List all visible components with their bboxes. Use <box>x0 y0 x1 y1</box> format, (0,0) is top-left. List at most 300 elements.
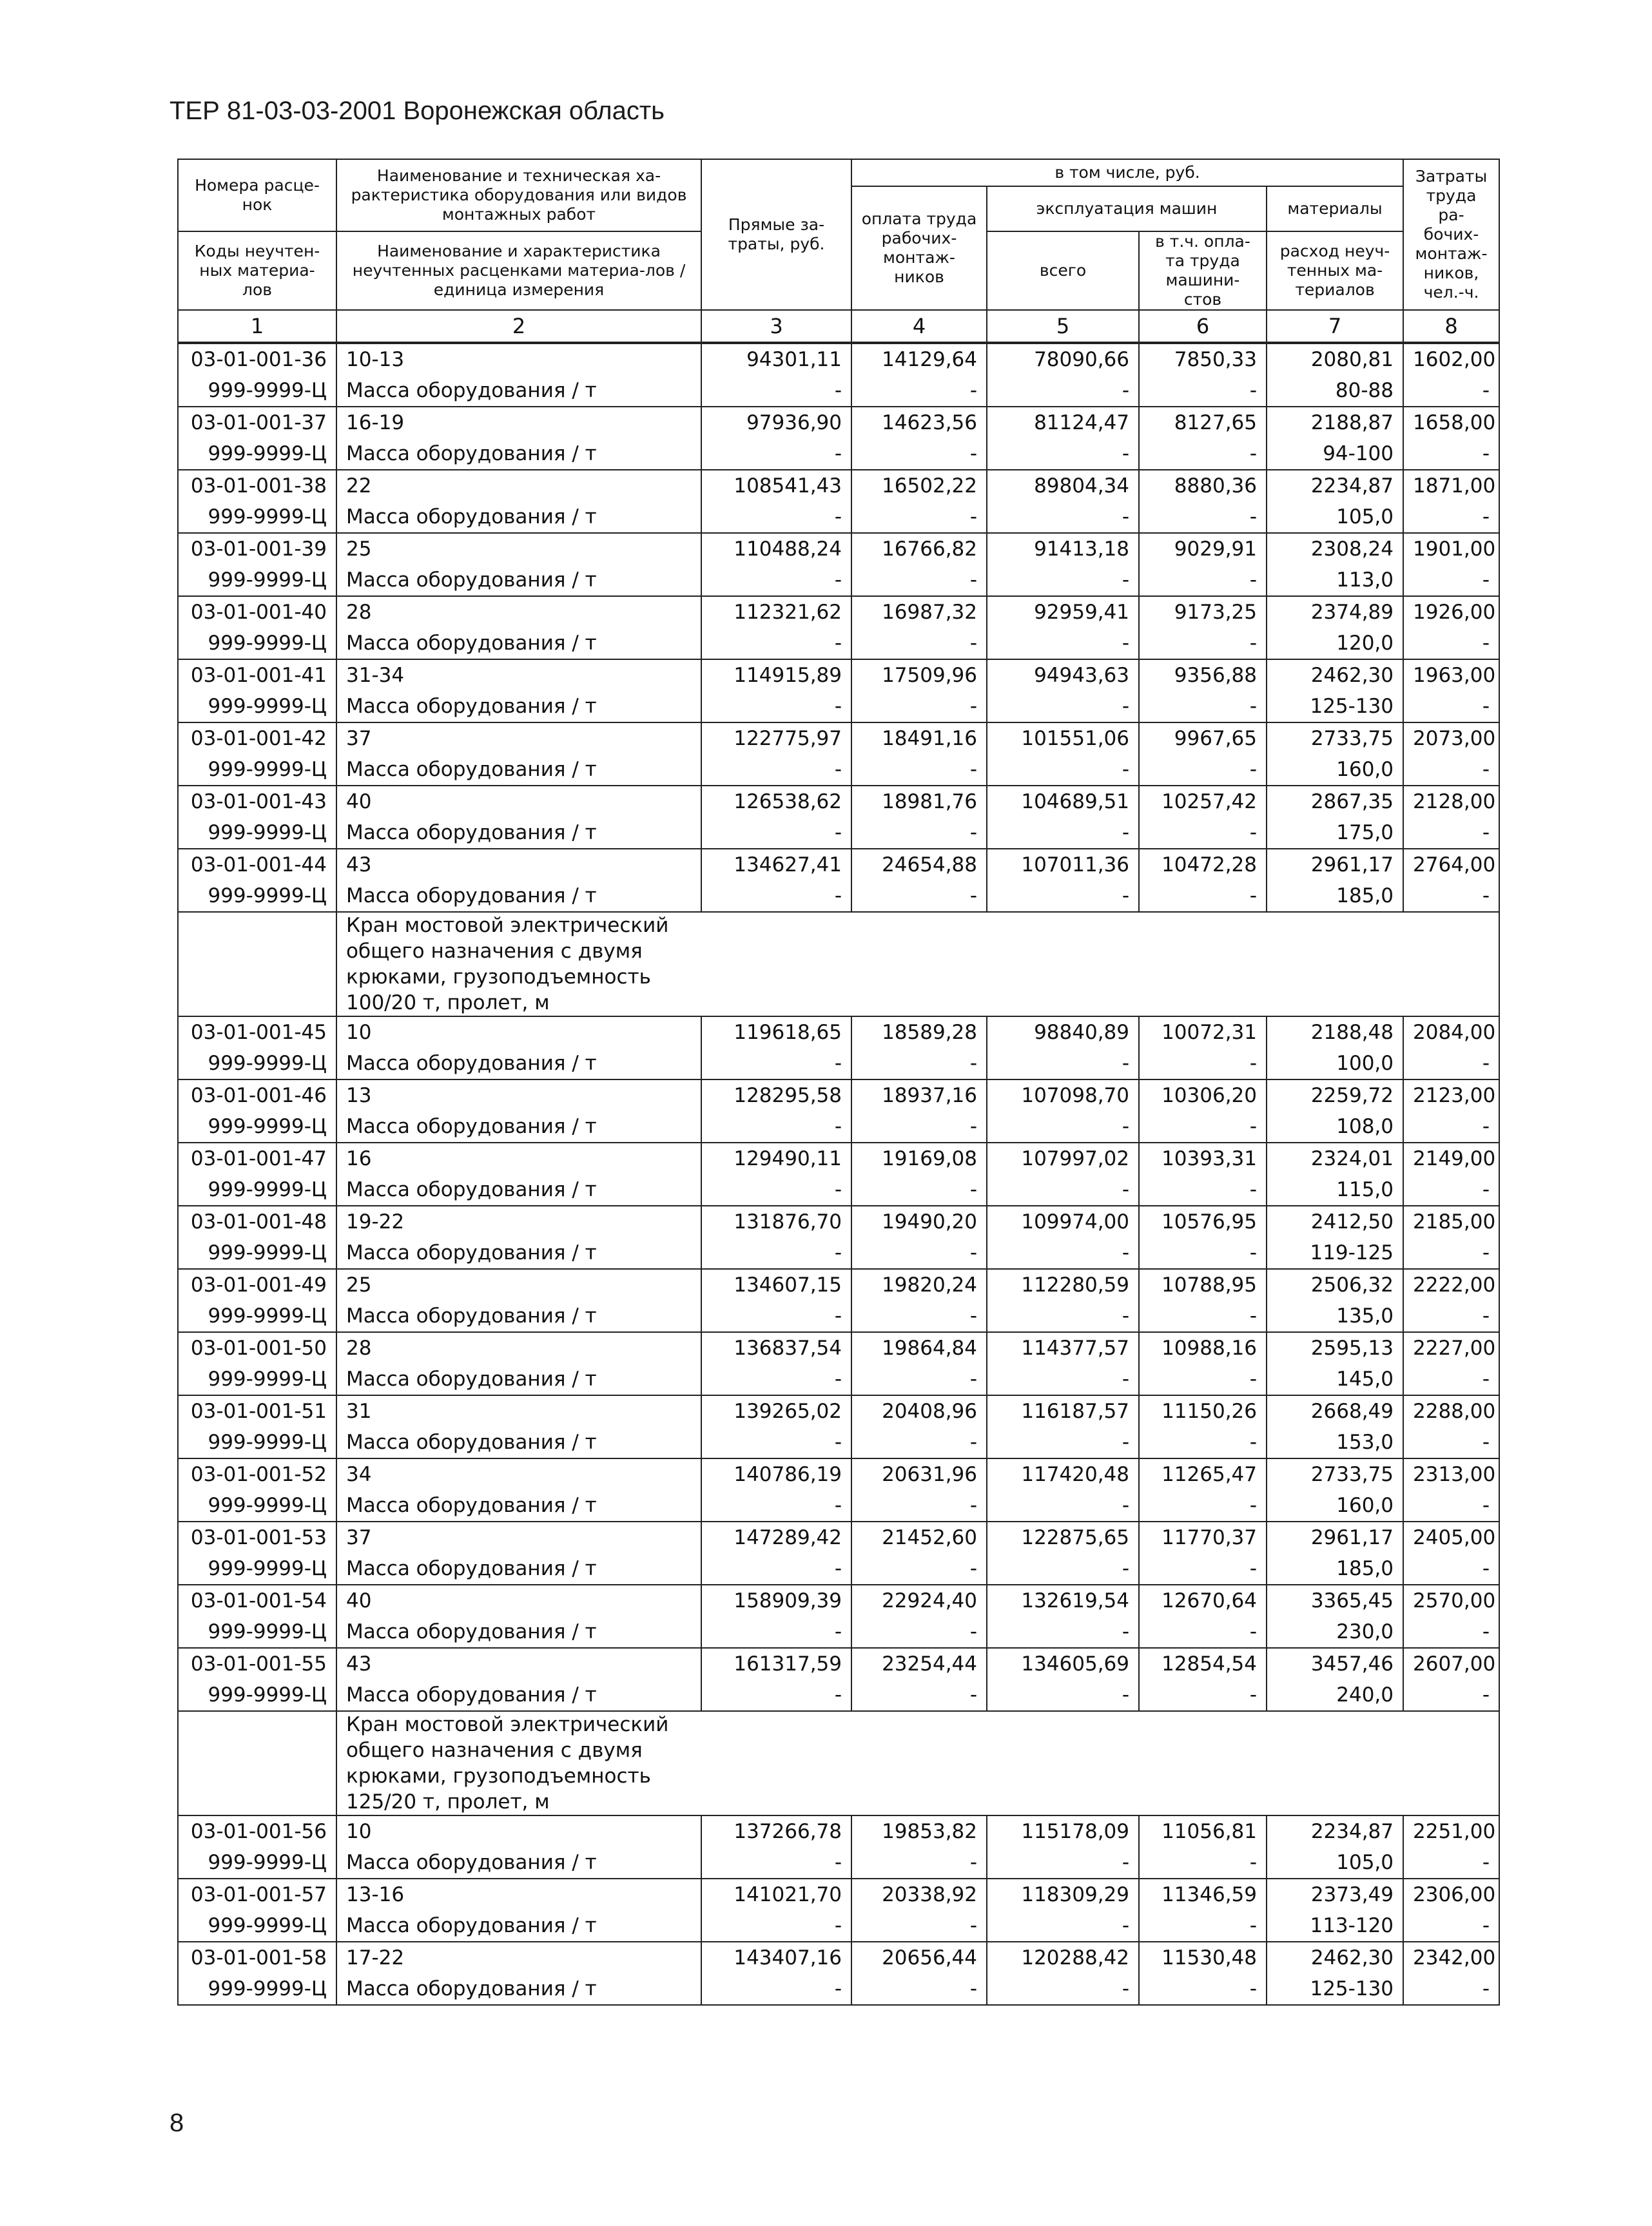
empty-value: - <box>701 1427 851 1458</box>
empty-value: - <box>851 691 987 722</box>
column-number: 4 <box>851 310 987 343</box>
worker-pay: 19864,84 <box>851 1332 987 1364</box>
material-row <box>178 1910 1499 1942</box>
rate-code: 03-01-001-55 <box>178 1648 336 1679</box>
empty-value: - <box>987 1847 1139 1879</box>
machinist-pay: 9356,88 <box>1139 659 1267 691</box>
column-number: 3 <box>701 310 851 343</box>
labor-hours: 2342,00 <box>1403 1942 1499 1973</box>
empty-value: - <box>851 1237 987 1269</box>
machines-total: 104689,51 <box>987 786 1139 817</box>
materials-cost: 2308,24 <box>1267 533 1403 565</box>
empty-value: - <box>851 1490 987 1522</box>
material-row <box>178 1490 1499 1522</box>
empty-value: - <box>1403 1847 1499 1879</box>
empty-value: - <box>851 1616 987 1648</box>
rate-name: 34 <box>336 1458 701 1490</box>
material-name: Масса оборудования / т <box>336 1111 701 1143</box>
empty-value: - <box>1403 1048 1499 1079</box>
rate-code: 03-01-001-38 <box>178 470 336 501</box>
empty-value: - <box>987 1616 1139 1648</box>
section-title-line: крюками, грузоподъемность <box>346 1765 651 1788</box>
rate-code: 03-01-001-50 <box>178 1332 336 1364</box>
material-code: 999-9999-Ц <box>178 754 336 786</box>
material-name: Масса оборудования / т <box>336 1237 701 1269</box>
machinist-pay: 10576,95 <box>1139 1206 1267 1237</box>
rate-name: 40 <box>336 786 701 817</box>
empty-value: - <box>701 1847 851 1879</box>
material-code: 999-9999-Ц <box>178 1616 336 1648</box>
material-name: Масса оборудования / т <box>336 1679 701 1711</box>
empty-value: - <box>1403 1490 1499 1522</box>
material-name: Масса оборудования / т <box>336 817 701 849</box>
labor-hours: 2073,00 <box>1403 722 1499 754</box>
rate-row <box>178 343 1499 375</box>
material-consumption: 94-100 <box>1267 438 1403 470</box>
header-direct-costs: Прямые за-траты, руб. <box>701 159 851 310</box>
empty-value: - <box>987 1301 1139 1332</box>
labor-hours: 2251,00 <box>1403 1815 1499 1847</box>
rate-name: 19-22 <box>336 1206 701 1237</box>
machines-total: 120288,42 <box>987 1942 1139 1973</box>
rate-name: 22 <box>336 470 701 501</box>
header-machine-operation: эксплуатация машин <box>987 186 1267 231</box>
material-row <box>178 1237 1499 1269</box>
material-row <box>178 1048 1499 1079</box>
material-consumption: 100,0 <box>1267 1048 1403 1079</box>
material-code: 999-9999-Ц <box>178 501 336 533</box>
material-row <box>178 817 1499 849</box>
rate-name: 37 <box>336 1522 701 1553</box>
material-name: Масса оборудования / т <box>336 1616 701 1648</box>
material-consumption: 125-130 <box>1267 1973 1403 2005</box>
header-machinist-pay: в т.ч. опла-та труда машини-стов <box>1139 231 1267 310</box>
machines-total: 94943,63 <box>987 659 1139 691</box>
machines-total: 107997,02 <box>987 1143 1139 1174</box>
machines-total: 122875,65 <box>987 1522 1139 1553</box>
section-title-line: общего назначения с двумя <box>346 1739 643 1762</box>
machinist-pay: 8127,65 <box>1139 407 1267 438</box>
empty-value: - <box>987 1364 1139 1395</box>
rate-code: 03-01-001-36 <box>178 343 336 375</box>
material-code: 999-9999-Ц <box>178 1553 336 1585</box>
empty-value: - <box>1139 1237 1267 1269</box>
machines-total: 115178,09 <box>987 1815 1139 1847</box>
empty-value: - <box>701 1616 851 1648</box>
rate-row <box>178 722 1499 754</box>
materials-cost: 2373,49 <box>1267 1879 1403 1910</box>
worker-pay: 19169,08 <box>851 1143 987 1174</box>
worker-pay: 19820,24 <box>851 1269 987 1301</box>
empty-value: - <box>1403 1973 1499 2005</box>
empty-value: - <box>1139 628 1267 659</box>
empty-value: - <box>987 375 1139 407</box>
materials-cost: 2733,75 <box>1267 722 1403 754</box>
empty-value: - <box>851 754 987 786</box>
rate-row <box>178 470 1499 501</box>
empty-value: - <box>1403 1301 1499 1332</box>
empty-value: - <box>851 1973 987 2005</box>
rate-row <box>178 407 1499 438</box>
machinist-pay: 11530,48 <box>1139 1942 1267 1973</box>
rate-name: 13-16 <box>336 1879 701 1910</box>
rate-code: 03-01-001-52 <box>178 1458 336 1490</box>
material-consumption: 125-130 <box>1267 691 1403 722</box>
empty-value: - <box>987 1553 1139 1585</box>
material-code: 999-9999-Ц <box>178 1490 336 1522</box>
labor-hours: 2222,00 <box>1403 1269 1499 1301</box>
materials-cost: 2259,72 <box>1267 1079 1403 1111</box>
empty-value: - <box>1403 1364 1499 1395</box>
direct-costs: 143407,16 <box>701 1942 851 1973</box>
empty-value: - <box>701 691 851 722</box>
header-rate-numbers: Номера расце-нок <box>178 159 336 231</box>
material-consumption: 175,0 <box>1267 817 1403 849</box>
empty-value: - <box>701 375 851 407</box>
rate-row <box>178 1206 1499 1237</box>
empty-value: - <box>851 1910 987 1942</box>
direct-costs: 128295,58 <box>701 1079 851 1111</box>
empty-value: - <box>987 1427 1139 1458</box>
section-title-line: крюками, грузоподъемность <box>346 965 651 989</box>
rate-name: 37 <box>336 722 701 754</box>
empty-value: - <box>1139 1174 1267 1206</box>
section-title-line: 100/20 т, пролет, м <box>346 991 550 1014</box>
rate-code: 03-01-001-45 <box>178 1016 336 1048</box>
empty-value: - <box>1139 1111 1267 1143</box>
direct-costs: 97936,90 <box>701 407 851 438</box>
direct-costs: 139265,02 <box>701 1395 851 1427</box>
rate-name: 16-19 <box>336 407 701 438</box>
materials-cost: 2668,49 <box>1267 1395 1403 1427</box>
empty-value: - <box>1403 1679 1499 1711</box>
machines-total: 92959,41 <box>987 596 1139 628</box>
empty-value: - <box>701 1237 851 1269</box>
rate-code: 03-01-001-58 <box>178 1942 336 1973</box>
machinist-pay: 11265,47 <box>1139 1458 1267 1490</box>
material-code: 999-9999-Ц <box>178 691 336 722</box>
machines-total: 107011,36 <box>987 849 1139 880</box>
labor-hours: 1602,00 <box>1403 343 1499 375</box>
empty-value: - <box>1403 438 1499 470</box>
rate-row <box>178 1522 1499 1553</box>
direct-costs: 141021,70 <box>701 1879 851 1910</box>
labor-hours: 2123,00 <box>1403 1079 1499 1111</box>
empty-value: - <box>701 1174 851 1206</box>
section-title-line: Кран мостовой электрический <box>346 1713 669 1736</box>
empty-value: - <box>1139 375 1267 407</box>
rate-name: 28 <box>336 596 701 628</box>
worker-pay: 20338,92 <box>851 1879 987 1910</box>
labor-hours: 2405,00 <box>1403 1522 1499 1553</box>
empty-value: - <box>1403 1553 1499 1585</box>
material-row <box>178 691 1499 722</box>
worker-pay: 22924,40 <box>851 1585 987 1616</box>
machinist-pay: 10072,31 <box>1139 1016 1267 1048</box>
machines-total: 116187,57 <box>987 1395 1139 1427</box>
material-code: 999-9999-Ц <box>178 880 336 912</box>
direct-costs: 114915,89 <box>701 659 851 691</box>
material-row <box>178 1111 1499 1143</box>
worker-pay: 16987,32 <box>851 596 987 628</box>
material-code: 999-9999-Ц <box>178 1364 336 1395</box>
worker-pay: 18589,28 <box>851 1016 987 1048</box>
rate-name: 13 <box>336 1079 701 1111</box>
section-empty-cell <box>178 912 336 1016</box>
rate-code: 03-01-001-49 <box>178 1269 336 1301</box>
direct-costs: 122775,97 <box>701 722 851 754</box>
rate-code: 03-01-001-40 <box>178 596 336 628</box>
material-name: Масса оборудования / т <box>336 1910 701 1942</box>
empty-value: - <box>701 754 851 786</box>
empty-value: - <box>987 1111 1139 1143</box>
materials-cost: 2374,89 <box>1267 596 1403 628</box>
empty-value: - <box>1139 817 1267 849</box>
material-name: Масса оборудования / т <box>336 501 701 533</box>
direct-costs: 129490,11 <box>701 1143 851 1174</box>
labor-hours: 1926,00 <box>1403 596 1499 628</box>
empty-value: - <box>1139 438 1267 470</box>
worker-pay: 21452,60 <box>851 1522 987 1553</box>
direct-costs: 136837,54 <box>701 1332 851 1364</box>
direct-costs: 161317,59 <box>701 1648 851 1679</box>
rate-name: 17-22 <box>336 1942 701 1973</box>
material-consumption: 145,0 <box>1267 1364 1403 1395</box>
empty-value: - <box>701 880 851 912</box>
empty-value: - <box>701 817 851 849</box>
direct-costs: 147289,42 <box>701 1522 851 1553</box>
material-name: Масса оборудования / т <box>336 438 701 470</box>
empty-value: - <box>1403 1616 1499 1648</box>
page-number: 8 <box>170 2109 184 2137</box>
rate-row <box>178 533 1499 565</box>
machines-total: 117420,48 <box>987 1458 1139 1490</box>
rate-name: 28 <box>336 1332 701 1364</box>
rate-row <box>178 849 1499 880</box>
rate-row <box>178 1079 1499 1111</box>
labor-hours: 2288,00 <box>1403 1395 1499 1427</box>
machinist-pay: 10306,20 <box>1139 1079 1267 1111</box>
rate-name: 10 <box>336 1815 701 1847</box>
column-number: 1 <box>178 310 336 343</box>
rate-code: 03-01-001-54 <box>178 1585 336 1616</box>
empty-value: - <box>1403 1910 1499 1942</box>
worker-pay: 17509,96 <box>851 659 987 691</box>
materials-cost: 2188,48 <box>1267 1016 1403 1048</box>
direct-costs: 126538,62 <box>701 786 851 817</box>
direct-costs: 140786,19 <box>701 1458 851 1490</box>
empty-value: - <box>1403 817 1499 849</box>
material-code: 999-9999-Ц <box>178 1679 336 1711</box>
machines-total: 78090,66 <box>987 343 1139 375</box>
empty-value: - <box>701 1973 851 2005</box>
empty-value: - <box>1139 1048 1267 1079</box>
material-consumption: 160,0 <box>1267 754 1403 786</box>
worker-pay: 23254,44 <box>851 1648 987 1679</box>
material-name: Масса оборудования / т <box>336 880 701 912</box>
direct-costs: 119618,65 <box>701 1016 851 1048</box>
material-consumption: 80-88 <box>1267 375 1403 407</box>
empty-value: - <box>851 1174 987 1206</box>
empty-value: - <box>701 1679 851 1711</box>
material-consumption: 185,0 <box>1267 1553 1403 1585</box>
empty-value: - <box>851 880 987 912</box>
empty-value: - <box>701 501 851 533</box>
material-row <box>178 565 1499 596</box>
labor-hours: 1901,00 <box>1403 533 1499 565</box>
material-name: Масса оборудования / т <box>336 1847 701 1879</box>
material-consumption: 120,0 <box>1267 628 1403 659</box>
rate-row <box>178 1942 1499 1973</box>
material-row <box>178 501 1499 533</box>
rate-code: 03-01-001-42 <box>178 722 336 754</box>
section-title-line: 125/20 т, пролет, м <box>346 1790 550 1814</box>
empty-value: - <box>701 1301 851 1332</box>
material-row <box>178 628 1499 659</box>
material-name: Масса оборудования / т <box>336 1553 701 1585</box>
empty-value: - <box>851 438 987 470</box>
labor-hours: 1871,00 <box>1403 470 1499 501</box>
empty-value: - <box>701 565 851 596</box>
materials-cost: 2867,35 <box>1267 786 1403 817</box>
materials-cost: 3365,45 <box>1267 1585 1403 1616</box>
rate-name: 10 <box>336 1016 701 1048</box>
empty-value: - <box>1139 1553 1267 1585</box>
material-row <box>178 1616 1499 1648</box>
machines-total: 132619,54 <box>987 1585 1139 1616</box>
rate-name: 16 <box>336 1143 701 1174</box>
worker-pay: 18937,16 <box>851 1079 987 1111</box>
material-code: 999-9999-Ц <box>178 565 336 596</box>
empty-value: - <box>1403 565 1499 596</box>
empty-value: - <box>851 1553 987 1585</box>
worker-pay: 14129,64 <box>851 343 987 375</box>
material-consumption: 160,0 <box>1267 1490 1403 1522</box>
materials-cost: 2234,87 <box>1267 470 1403 501</box>
rate-code: 03-01-001-44 <box>178 849 336 880</box>
page-title: ТЕР 81-03-03-2001 Воронежская область <box>170 97 665 125</box>
labor-hours: 1963,00 <box>1403 659 1499 691</box>
direct-costs: 158909,39 <box>701 1585 851 1616</box>
rate-code: 03-01-001-51 <box>178 1395 336 1427</box>
column-number: 6 <box>1139 310 1267 343</box>
worker-pay: 16502,22 <box>851 470 987 501</box>
worker-pay: 18981,76 <box>851 786 987 817</box>
machinist-pay: 10988,16 <box>1139 1332 1267 1364</box>
material-consumption: 105,0 <box>1267 1847 1403 1879</box>
material-code: 999-9999-Ц <box>178 1427 336 1458</box>
empty-value: - <box>1139 1973 1267 2005</box>
material-row <box>178 1174 1499 1206</box>
direct-costs: 134627,41 <box>701 849 851 880</box>
section-header-row <box>178 912 1499 1016</box>
section-title-line: Кран мостовой электрический <box>346 914 669 937</box>
material-row <box>178 880 1499 912</box>
material-row <box>178 1427 1499 1458</box>
machinist-pay: 10257,42 <box>1139 786 1267 817</box>
machines-total: 89804,34 <box>987 470 1139 501</box>
rate-row <box>178 1395 1499 1427</box>
empty-value: - <box>1139 1616 1267 1648</box>
empty-value: - <box>701 1553 851 1585</box>
material-row <box>178 1301 1499 1332</box>
materials-cost: 2234,87 <box>1267 1815 1403 1847</box>
worker-pay: 19853,82 <box>851 1815 987 1847</box>
empty-value: - <box>1403 1237 1499 1269</box>
direct-costs: 94301,11 <box>701 343 851 375</box>
material-name: Масса оборудования / т <box>336 1427 701 1458</box>
empty-value: - <box>1139 1427 1267 1458</box>
rate-row <box>178 1815 1499 1847</box>
material-code: 999-9999-Ц <box>178 1111 336 1143</box>
labor-hours: 2128,00 <box>1403 786 1499 817</box>
empty-value: - <box>987 1679 1139 1711</box>
empty-value: - <box>851 501 987 533</box>
empty-value: - <box>1139 1847 1267 1879</box>
worker-pay: 24654,88 <box>851 849 987 880</box>
labor-hours: 2227,00 <box>1403 1332 1499 1364</box>
material-code: 999-9999-Ц <box>178 1174 336 1206</box>
labor-hours: 2570,00 <box>1403 1585 1499 1616</box>
material-code: 999-9999-Ц <box>178 1237 336 1269</box>
empty-value: - <box>851 375 987 407</box>
rate-code: 03-01-001-37 <box>178 407 336 438</box>
machinist-pay: 11150,26 <box>1139 1395 1267 1427</box>
worker-pay: 14623,56 <box>851 407 987 438</box>
material-consumption: 119-125 <box>1267 1237 1403 1269</box>
empty-value: - <box>851 1364 987 1395</box>
direct-costs: 134607,15 <box>701 1269 851 1301</box>
rate-row <box>178 786 1499 817</box>
section-title <box>336 1711 1499 1815</box>
materials-cost: 2080,81 <box>1267 343 1403 375</box>
empty-value: - <box>701 628 851 659</box>
materials-cost: 2324,01 <box>1267 1143 1403 1174</box>
empty-value: - <box>987 817 1139 849</box>
materials-cost: 2462,30 <box>1267 659 1403 691</box>
rate-row <box>178 1648 1499 1679</box>
rate-row <box>178 596 1499 628</box>
machines-total: 109974,00 <box>987 1206 1139 1237</box>
empty-value: - <box>851 565 987 596</box>
empty-value: - <box>1139 1364 1267 1395</box>
header-equipment-name: Наименование и техническая ха-рактеристика оборудования или видов монтажных работ <box>336 159 701 231</box>
materials-cost: 2462,30 <box>1267 1942 1403 1973</box>
empty-value: - <box>1403 1111 1499 1143</box>
material-row <box>178 1553 1499 1585</box>
material-consumption: 115,0 <box>1267 1174 1403 1206</box>
machinist-pay: 7850,33 <box>1139 343 1267 375</box>
machinist-pay: 12854,54 <box>1139 1648 1267 1679</box>
material-name: Масса оборудования / т <box>336 375 701 407</box>
empty-value: - <box>701 1048 851 1079</box>
machines-total: 98840,89 <box>987 1016 1139 1048</box>
material-row <box>178 1679 1499 1711</box>
empty-value: - <box>987 1048 1139 1079</box>
empty-value: - <box>987 438 1139 470</box>
empty-value: - <box>851 1048 987 1079</box>
material-row <box>178 1973 1499 2005</box>
worker-pay: 18491,16 <box>851 722 987 754</box>
machines-total: 81124,47 <box>987 407 1139 438</box>
empty-value: - <box>1139 1301 1267 1332</box>
labor-hours: 2313,00 <box>1403 1458 1499 1490</box>
machines-total: 107098,70 <box>987 1079 1139 1111</box>
empty-value: - <box>1139 754 1267 786</box>
worker-pay: 19490,20 <box>851 1206 987 1237</box>
empty-value: - <box>1139 880 1267 912</box>
machinist-pay: 11056,81 <box>1139 1815 1267 1847</box>
